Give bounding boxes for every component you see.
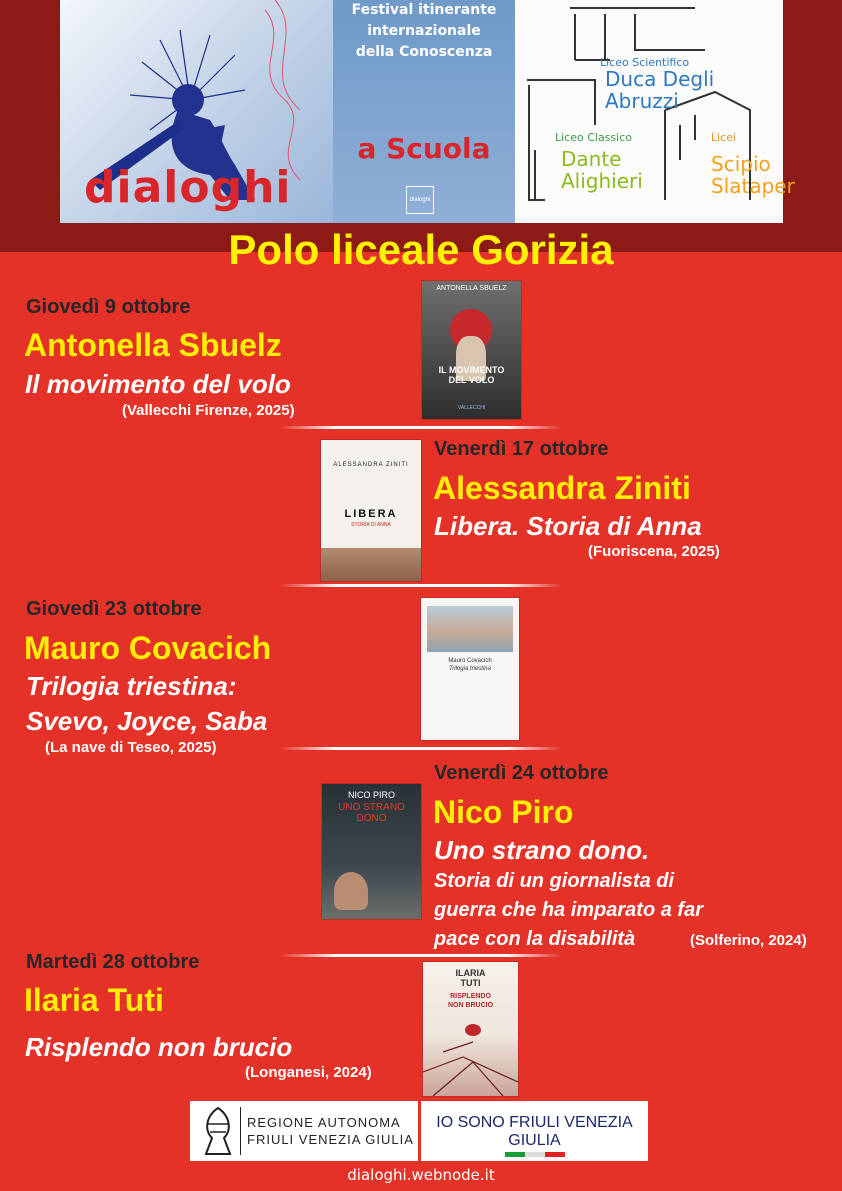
- book-cover-tuti: [423, 962, 518, 1096]
- dialoghi-mini-logo: dialoghi: [406, 186, 434, 214]
- school-type-licei: Licei: [711, 131, 737, 144]
- thorny-branches: [423, 962, 518, 1096]
- book-cover-covacich: [421, 598, 519, 740]
- section-divider: [280, 954, 562, 957]
- book-cover-ziniti: [321, 440, 421, 581]
- cover-title-line: DONO: [356, 813, 387, 824]
- regione-text: [247, 1114, 414, 1148]
- event-date: Venerdì 17 ottobre: [434, 438, 609, 460]
- event-author: Mauro Covacich: [24, 630, 272, 666]
- italian-flag-icon: [505, 1144, 565, 1149]
- school-type-scientifico: Liceo Scientifico: [600, 56, 690, 69]
- school-name-line: Scipio: [711, 152, 771, 176]
- cover-title: [322, 802, 421, 824]
- book-cover-sbuelz: [422, 281, 521, 419]
- dialoghi-logo: dialoghi: [84, 162, 292, 213]
- school-name-line: Duca Degli: [605, 67, 715, 91]
- cover-title-line: IL MOVIMENTO: [438, 365, 505, 375]
- cover-title-line: DEL VOLO: [448, 375, 495, 385]
- cover-author: Mauro Covacich: [448, 658, 492, 664]
- cover-author-line: TUTI: [460, 978, 481, 988]
- school-name-line: Slataper: [711, 174, 795, 198]
- website-link[interactable]: dialoghi.webnode.it: [347, 1166, 495, 1184]
- cover-author: ALESSANDRA ZINITI: [333, 462, 409, 468]
- school-name-line: Alighieri: [561, 169, 643, 193]
- event-author: Antonella Sbuelz: [24, 327, 282, 363]
- event-author: Alessandra Ziniti: [433, 470, 691, 506]
- io-sono-fvg-logo: [421, 1101, 648, 1161]
- event-book-title: Il movimento del volo: [25, 369, 291, 399]
- regione-line: REGIONE AUTONOMA: [247, 1115, 401, 1130]
- school-type-classico: Liceo Classico: [555, 131, 632, 144]
- cover-title: [422, 365, 521, 385]
- event-date: Giovedì 23 ottobre: [26, 598, 202, 620]
- event-author: Ilaria Tuti: [24, 982, 164, 1018]
- cover-title: Trilogia triestina: [449, 666, 491, 672]
- festival-panel: [333, 0, 515, 223]
- event-date: Giovedì 9 ottobre: [26, 296, 191, 318]
- event-publisher: (La nave di Teseo, 2025): [45, 739, 217, 756]
- dialoghi-panel: [60, 0, 333, 223]
- festival-line-3: della Conoscenza: [355, 44, 493, 60]
- cover-subtitle: STORIA DI ANNA: [351, 522, 391, 528]
- event-date: Martedì 28 ottobre: [26, 951, 200, 973]
- event-book-title: Uno strano dono.: [434, 835, 650, 865]
- event-publisher: (Solferino, 2024): [690, 932, 807, 949]
- page-title: Polo liceale Gorizia: [228, 226, 614, 273]
- event-publisher: (Vallecchi Firenze, 2025): [122, 402, 295, 419]
- portrait-chin-shape: [321, 548, 421, 581]
- io-sono-text: IO SONO FRIULI VENEZIA GIULIA: [436, 1114, 633, 1149]
- section-divider: [280, 747, 562, 750]
- portrait-shape: [334, 872, 368, 910]
- eagle-emblem-icon: [198, 1104, 238, 1158]
- event-date: Venerdì 24 ottobre: [434, 762, 609, 784]
- event-book-title: Risplendo non brucio: [25, 1032, 293, 1062]
- festival-line-2: internazionale: [367, 23, 481, 39]
- school-name-scientifico: [605, 68, 714, 112]
- section-divider: [280, 584, 562, 587]
- school-name-slataper: [711, 153, 795, 197]
- cover-author: ANTONELLA SBUELZ: [436, 285, 507, 292]
- event-book-subtitle-line-2: guerra che ha imparato a far: [434, 899, 703, 921]
- event-book-subtitle-line-1: Storia di un giornalista di: [434, 870, 675, 892]
- cover-title-line: NON BRUCIO: [447, 1002, 494, 1009]
- schools-panel: [515, 0, 795, 223]
- event-publisher: (Longanesi, 2024): [245, 1064, 372, 1081]
- cover-title-line: UNO STRANO: [338, 802, 405, 813]
- logo-separator: [240, 1107, 241, 1155]
- school-name-classico: [561, 148, 643, 192]
- regione-line: FRIULI VENEZIA GIULIA: [247, 1132, 414, 1147]
- cover-title-line: RISPLENDO: [450, 993, 491, 1000]
- a-scuola-label: a Scuola: [357, 132, 491, 165]
- festival-line-1: Festival itinerante: [351, 2, 497, 18]
- book-cover-piro: [322, 784, 421, 919]
- event-book-title-line-2: Svevo, Joyce, Saba: [26, 706, 268, 736]
- school-name-line: Dante: [561, 147, 622, 171]
- cover-author: NICO PIRO: [347, 790, 395, 800]
- cover-author-line: ILARIA: [455, 968, 486, 978]
- event-author: Nico Piro: [433, 794, 574, 830]
- trieste-photo: [427, 606, 513, 652]
- section-divider: [280, 426, 562, 429]
- cover-publisher: VALLECCHI: [457, 405, 486, 411]
- festival-subtitle: [333, 0, 515, 63]
- event-book-title: Libera. Storia di Anna: [434, 511, 702, 541]
- regione-fvg-logo: [190, 1101, 418, 1161]
- festival-banner: [60, 0, 795, 223]
- cover-title: LIBERA: [344, 508, 398, 520]
- event-book-title-line-1: Trilogia triestina:: [26, 671, 237, 701]
- event-publisher: (Fuoriscena, 2025): [588, 543, 720, 560]
- event-book-subtitle-line-3: pace con la disabilità: [434, 928, 636, 950]
- school-name-line: Abruzzi: [605, 89, 679, 113]
